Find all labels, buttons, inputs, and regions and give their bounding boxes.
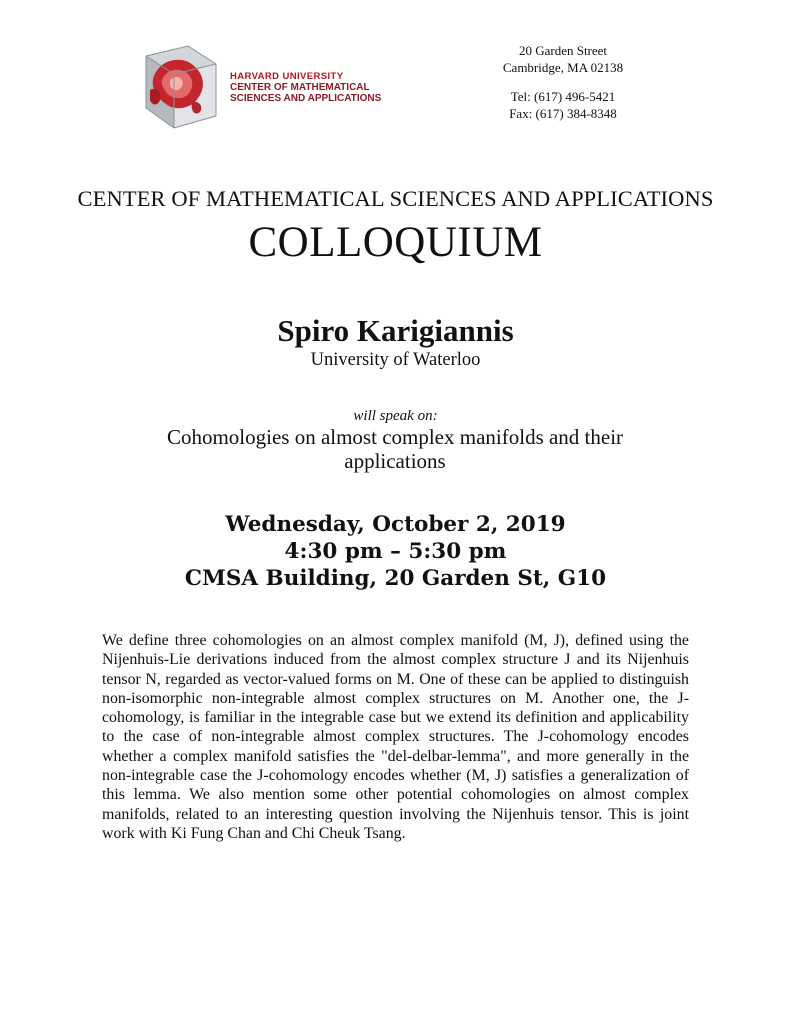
abstract-text: We define three cohomologies on an almost complex manifold (M, J), defined using the Nijenhuis-Lie derivations induced from the almost complex structure J and its Nijenhuis tensor N, regarded as vector-valued forms on M. One of these can be applied to distinguish non-isomorphic non-integrable almost complex structures on M. Another one, the J-cohomology, is familiar in the integrable case but we extend its definition and applicability to the case of non-integrable almost complex structures. The J-cohomology encodes whether a complex manifold satisfies the "del-delbar-lemma", and more generally in the non-integrable case the J-cohomology encodes whether (M, J) satisfies a generalization of this lemma. We also mention some other potential cohomologies on almost complex manifolds, related to an interesting question involving the Nijenhuis tensor. This is joint work with Ki Fung Chan and Chi Cheuk Tsang. [102,632,689,842]
logo-line-sciences: SCIENCES AND APPLICATIONS [230,93,382,104]
address-city: Cambridge, MA 02138 [502,60,624,75]
address-block [478,42,648,122]
event-type-title: COLLOQUIUM [248,219,543,266]
cube-logo-icon [126,42,222,132]
address-tel: Tel: (617) 496-5421 [510,89,616,104]
talk-title: Cohomologies on almost complex manifolds and their applications [166,425,624,473]
organization-heading: CENTER OF MATHEMATICAL SCIENCES AND APPLICATIONS [77,186,714,211]
address-fax: Fax: (617) 384-8348 [509,106,617,121]
will-speak-label: will speak on: [353,408,438,424]
logo-line-university: HARVARD UNIVERSITY [230,71,344,82]
speaker-affiliation: University of Waterloo [310,350,481,370]
logo-line-center: CENTER OF MATHEMATICAL [230,82,370,93]
event-location: CMSA Building, 20 Garden St, G10 [184,566,607,591]
address-street: 20 Garden Street [518,43,608,58]
event-details [0,511,791,592]
logo-wordmark [230,71,381,104]
event-time: 4:30 pm – 5:30 pm [284,539,507,564]
event-date: Wednesday, October 2, 2019 [225,512,566,537]
speaker-name: Spiro Karigiannis [277,313,514,348]
